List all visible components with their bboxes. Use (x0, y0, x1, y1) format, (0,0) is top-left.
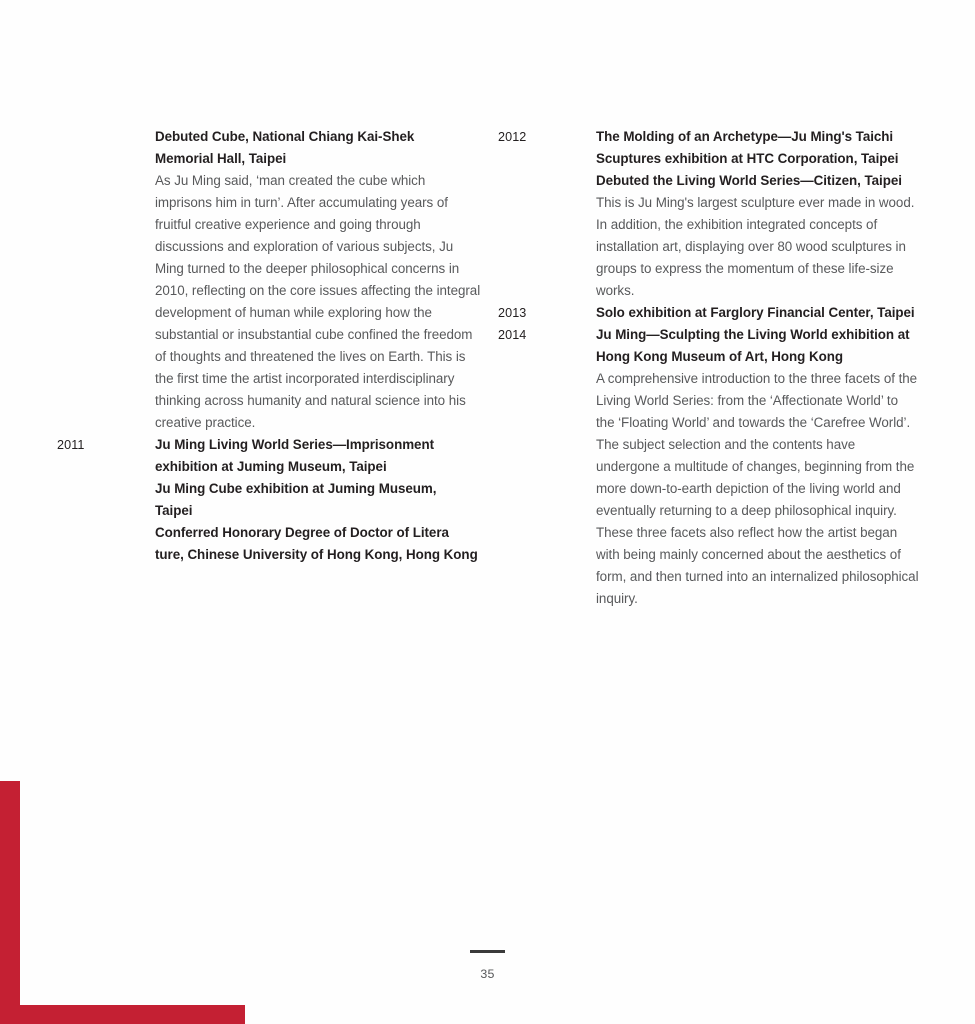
page-number: 35 (480, 967, 495, 981)
page-footer (0, 950, 975, 981)
chronology-column-left (57, 126, 482, 566)
entry-note-line: These three facets also reflect how the artist began (596, 525, 898, 540)
entry-body (596, 302, 923, 324)
chronology-entry (498, 126, 923, 302)
chronology-entry (498, 302, 923, 324)
entry-body (596, 324, 923, 610)
footer-rule (470, 950, 505, 953)
entry-note-line: form, and then turned into an internalized philosophical (596, 569, 919, 584)
entry-note-line: This is Ju Ming's largest sculpture ever made in wood. (596, 195, 915, 210)
entry-note-line: 2010, reflecting on the core issues affecting the integral (155, 283, 481, 298)
entry-note-line: inquiry. (596, 591, 638, 606)
bracket-horizontal-bar (0, 1005, 245, 1024)
entry-note-line: undergone a multitude of changes, beginning from the (596, 459, 915, 474)
chronology-entry (57, 126, 482, 434)
entry-body (155, 434, 482, 566)
entry-heading-line: Scuptures exhibition at HTC Corporation, Taipei (596, 151, 899, 166)
entry-note-line: with being mainly concerned about the aesthetics of (596, 547, 901, 562)
entry-note-line: thinking across humanity and natural science into his (155, 393, 466, 408)
entry-heading-line: exhibition at Juming Museum, Taipei (155, 459, 387, 474)
entry-note-line: creative practice. (155, 415, 256, 430)
entry-note-line: the ‘Floating World’ and towards the ‘Carefree World’. (596, 415, 911, 430)
entry-heading-line: Ju Ming—Sculpting the Living World exhibition at (596, 327, 910, 342)
entry-body (155, 126, 482, 434)
entry-note-line: of thoughts and threatened the lives on Earth. This is (155, 349, 466, 364)
entry-note-line: imprisons him in turn’. After accumulating years of (155, 195, 448, 210)
chronology-column-right (498, 126, 923, 610)
entry-heading-line: Debuted the Living World Series—Citizen, Taipei (596, 173, 902, 188)
entry-note-line: As Ju Ming said, ‘man created the cube which (155, 173, 426, 188)
entry-year: 2012 (498, 130, 527, 144)
entry-note-line: Ming turned to the deeper philosophical concerns in (155, 261, 460, 276)
bracket-vertical-bar (0, 781, 20, 1024)
entry-note-line: works. (596, 283, 635, 298)
entry-heading-line: The Molding of an Archetype—Ju Ming's Taichi (596, 129, 894, 144)
entry-body (596, 126, 923, 302)
entry-heading-line: Memorial Hall, Taipei (155, 151, 287, 166)
entry-heading-line: Solo exhibition at Farglory Financial Center, Taipei (596, 305, 915, 320)
entry-note-line: more down-to-earth depiction of the living world and (596, 481, 901, 496)
entry-note-line: A comprehensive introduction to the three facets of the (596, 371, 918, 386)
entry-note-line: installation art, displaying over 80 wood sculptures in (596, 239, 906, 254)
chronology-entry (57, 434, 482, 566)
entry-note-line: eventually returning to a deep philosophical inquiry. (596, 503, 897, 518)
entry-year: 2013 (498, 306, 527, 320)
entry-heading-line: ture, Chinese University of Hong Kong, Hong Kong (155, 547, 478, 562)
entry-year: 2011 (57, 438, 85, 452)
chronology-entry (498, 324, 923, 610)
entry-year: 2014 (498, 328, 527, 342)
entry-note-line: the first time the artist incorporated interdisciplinary (155, 371, 455, 386)
entry-heading-line: Conferred Honorary Degree of Doctor of Litera (155, 525, 449, 540)
entry-heading-line: Hong Kong Museum of Art, Hong Kong (596, 349, 843, 364)
entry-note-line: substantial or insubstantial cube confined the freedom (155, 327, 473, 342)
entry-note-line: groups to express the momentum of these life-size (596, 261, 894, 276)
entry-note-line: development of human while exploring how the (155, 305, 432, 320)
entry-heading-line: Ju Ming Cube exhibition at Juming Museum, (155, 481, 437, 496)
entry-note-line: In addition, the exhibition integrated concepts of (596, 217, 878, 232)
entry-heading-line: Taipei (155, 503, 193, 518)
decorative-corner-bracket (0, 781, 245, 1024)
entry-note-line: discussions and exploration of various subjects, Ju (155, 239, 454, 254)
entry-note-line: The subject selection and the contents have (596, 437, 856, 452)
entry-note-line: Living World Series: from the ‘Affectionate World’ to (596, 393, 898, 408)
entry-heading-line: Ju Ming Living World Series—Imprisonment (155, 437, 434, 452)
entry-note-line: fruitful creative experience and going through (155, 217, 421, 232)
entry-heading-line: Debuted Cube, National Chiang Kai-Shek (155, 129, 415, 144)
